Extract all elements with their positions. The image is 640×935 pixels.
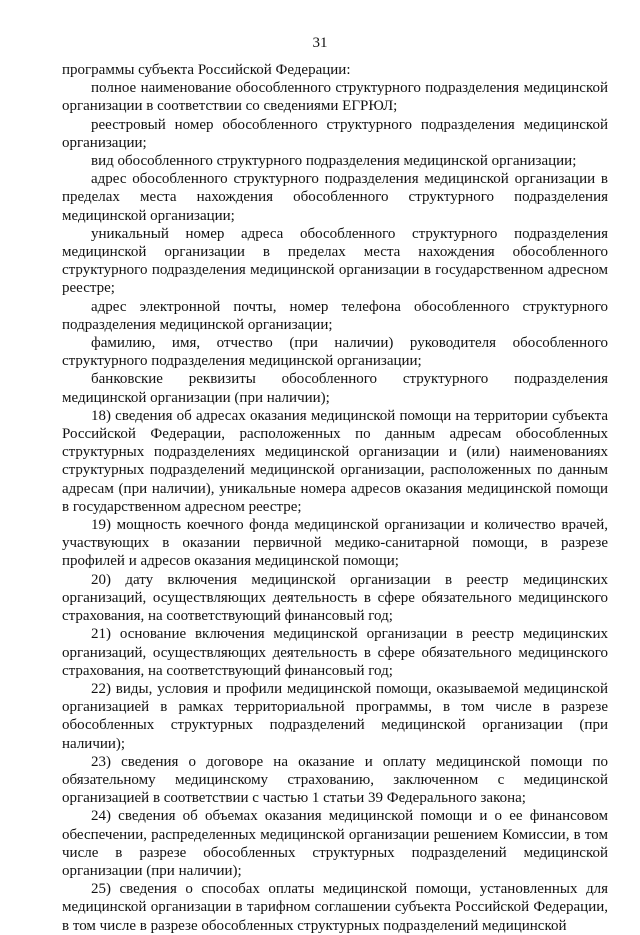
paragraph: уникальный номер адреса обособленного структурного подразделения медицинской организации в пределах места нахождения обособленного структурного подразделения медицинской организации в государственном адресном реестре; <box>62 225 608 297</box>
list-item-19: 19) мощность коечного фонда медицинской организации и количество врачей, участвующих в оказании первичной медико-санитарной помощи, в разрезе профилей и адресов оказания медицинской помощи; <box>62 517 608 570</box>
list-item-18: 18) сведения об адресах оказания медицинской помощи на территории субъекта Российской Федерации, расположенных по данным адресам обособленных структурных подразделениях медицинской организации и (или) наименованиях структурных подразделений медицинской организации, расположенных по данным адресам (при наличии), уникальные номера адресов оказания медицинской помощи в государственном адресном реестре; <box>62 407 608 515</box>
paragraph: фамилию, имя, отчество (при наличии) руководителя обособленного структурного подразделения медицинской организации; <box>62 335 608 370</box>
paragraph: вид обособленного структурного подразделения медицинской организации; <box>91 153 577 170</box>
page-number: 31 <box>312 35 328 51</box>
list-item-24: 24) сведения об объемах оказания медицинской помощи и о ее финансовом обеспечении, распределенных медицинской организации решением Комиссии, в том числе в разрезе обособленных структурных подразделений медицинской организации (при наличии); <box>62 808 608 879</box>
list-item-22: 22) виды, условия и профили медицинской помощи, оказываемой медицинской организацией в рамках территориальной программы, в том числе в разрезе обособленных структурных подразделений медицинской организации (при наличии); <box>62 680 608 752</box>
document-body <box>62 61 608 935</box>
paragraph: адрес электронной почты, номер телефона обособленного структурного подразделения медицинской организации; <box>62 298 608 333</box>
list-item-23: 23) сведения о договоре на оказание и оплату медицинской помощи по обязательному медицинскому страхованию, заключенном с медицинской организацией в соответствии с частью 1 статьи 39 Федерального закона; <box>62 753 608 807</box>
paragraph: полное наименование обособленного структурного подразделения медицинской организации в соответствии со сведениями ЕГРЮЛ; <box>62 80 608 115</box>
list-item-21: 21) основание включения медицинской организации в реестр медицинских организаций, осуществляющих деятельность в сфере обязательного медицинского страхования, на соответствующий финансовый год; <box>62 626 608 679</box>
list-item-20: 20) дату включения медицинской организации в реестр медицинских организаций, осуществляющих деятельность в сфере обязательного медицинского страхования, на соответствующий финансовый год; <box>62 571 608 625</box>
paragraph: реестровый номер обособленного структурного подразделения медицинской организации; <box>62 116 608 151</box>
paragraph: банковские реквизиты обособленного структурного подразделения медицинской организации (при наличии); <box>62 371 608 406</box>
paragraph: адрес обособленного структурного подразделения медицинской организации в пределах места нахождения обособленного структурного подразделения медицинской организации; <box>62 171 608 224</box>
paragraph: программы субъекта Российской Федерации: <box>62 62 351 78</box>
list-item-25: 25) сведения о способах оплаты медицинской помощи, установленных для медицинской организации в тарифном соглашении субъекта Российской Федерации, в том числе в разрезе обособленных структурных подразделений медицинской <box>62 881 608 934</box>
